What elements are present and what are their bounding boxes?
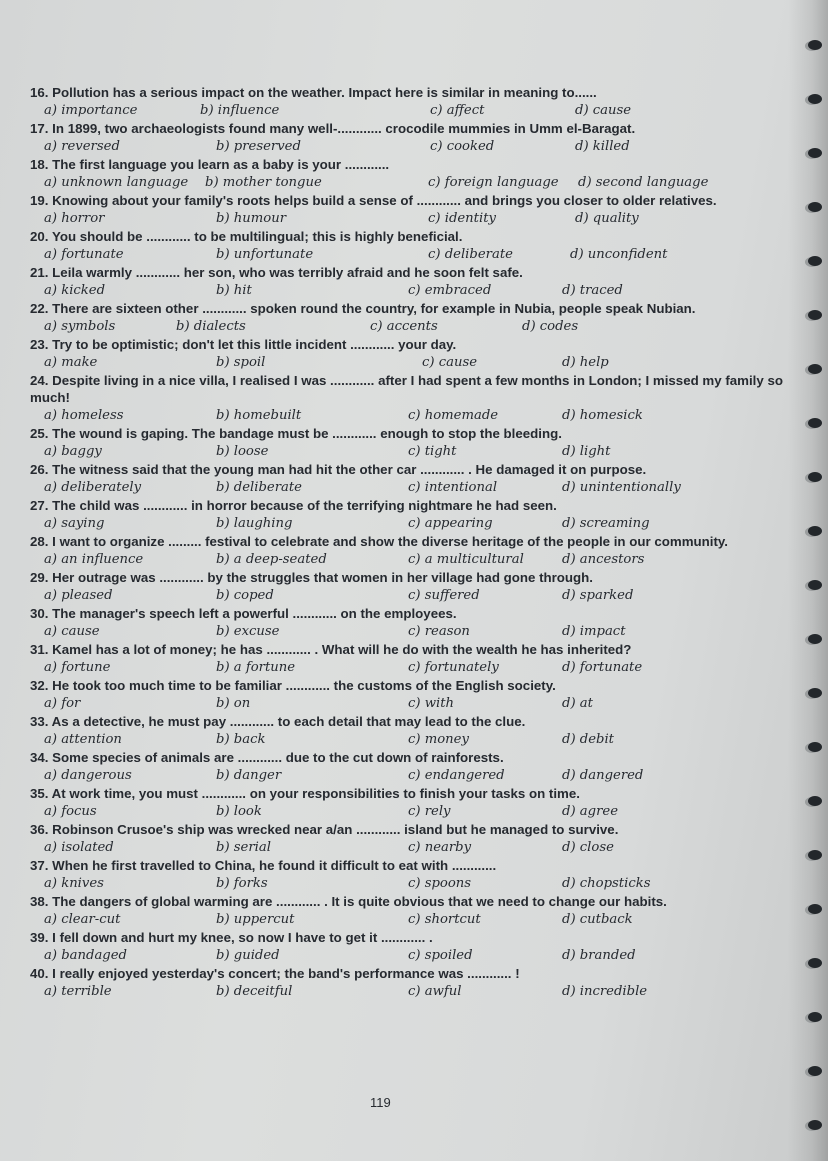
option-b: b) homebuilt	[216, 408, 302, 423]
option-a: a) symbols	[44, 319, 116, 334]
option-b: b) laughing	[216, 516, 293, 531]
question-stem: 35. At work time, you must ............ on your responsibilities to finish your tasks on time.	[30, 786, 580, 801]
option-d: d) screaming	[562, 516, 650, 531]
option-b: b) back	[216, 732, 266, 747]
question-stem: 18. The first language you learn as a baby is your ............	[30, 157, 390, 172]
binding-hole	[808, 796, 822, 806]
answer-options	[30, 946, 800, 965]
question-20	[30, 228, 800, 264]
question-stem: 27. The child was ............ in horror because of the terrifying nightmare he had seen.	[30, 498, 557, 513]
option-b: b) dialects	[176, 319, 246, 334]
option-c: c) fortunately	[408, 660, 499, 675]
question-18	[30, 156, 800, 192]
question-stem: 23. Try to be optimistic; don't let this little incident ............ your day.	[30, 337, 457, 352]
option-d: d) debit	[562, 732, 614, 747]
question-stem: 21. Leila warmly ............ her son, who was terribly afraid and he soon felt safe.	[30, 265, 523, 280]
option-a: a) dangerous	[44, 768, 132, 783]
answer-options	[30, 874, 800, 893]
option-c: c) a multicultural	[408, 552, 524, 567]
option-a: a) fortune	[44, 660, 111, 675]
answer-options	[30, 101, 800, 120]
option-c: c) affect	[430, 103, 485, 118]
question-37	[30, 857, 800, 893]
option-a: a) isolated	[44, 840, 114, 855]
option-c: c) nearby	[408, 840, 472, 855]
binding-hole	[808, 904, 822, 914]
binding-hole	[808, 580, 822, 590]
option-a: a) unknown language	[44, 175, 189, 190]
option-a: a) an influence	[44, 552, 144, 567]
binding-hole	[808, 850, 822, 860]
option-b: b) loose	[216, 444, 269, 459]
question-33	[30, 713, 800, 749]
answer-options	[30, 694, 800, 713]
answer-options	[30, 173, 800, 192]
question-22	[30, 300, 800, 336]
option-b: b) danger	[216, 768, 282, 783]
answer-options	[30, 245, 800, 264]
option-d: d) branded	[562, 948, 636, 963]
option-c: c) endangered	[408, 768, 505, 783]
binding-hole	[808, 958, 822, 968]
option-a: a) kicked	[44, 283, 106, 298]
binding-hole	[808, 256, 822, 266]
binding-hole	[808, 742, 822, 752]
option-b: b) guided	[216, 948, 280, 963]
question-stem: 25. The wound is gaping. The bandage must be ............ enough to stop the bleeding.	[30, 426, 562, 441]
binding-hole	[808, 1120, 822, 1130]
option-c: c) identity	[428, 211, 496, 226]
question-stem: 40. I really enjoyed yesterday's concert; the band's performance was ............ !	[30, 966, 520, 981]
option-c: c) accents	[370, 319, 438, 334]
option-a: a) saying	[44, 516, 105, 531]
question-stem: 34. Some species of animals are ............ due to the cut down of rainforests.	[30, 750, 504, 765]
question-stem: 16. Pollution has a serious impact on the weather. Impact here is similar in meaning to......	[30, 85, 597, 100]
option-d: d) cutback	[562, 912, 633, 927]
option-c: c) reason	[408, 624, 470, 639]
question-29	[30, 569, 800, 605]
binding-hole	[808, 634, 822, 644]
option-a: a) deliberately	[44, 480, 142, 495]
option-d: d) at	[562, 696, 593, 711]
option-b: b) deceitful	[216, 984, 293, 999]
question-24	[30, 372, 800, 425]
answer-options	[30, 550, 800, 569]
option-c: c) cause	[422, 355, 478, 370]
option-a: a) homeless	[44, 408, 124, 423]
option-d: d) killed	[575, 139, 630, 154]
option-c: c) with	[408, 696, 455, 711]
option-c: c) spoiled	[408, 948, 473, 963]
binding-hole	[808, 94, 822, 104]
option-c: c) money	[408, 732, 469, 747]
question-stem: 29. Her outrage was ............ by the struggles that women in her village had gone through.	[30, 570, 593, 585]
option-a: a) bandaged	[44, 948, 127, 963]
question-17	[30, 120, 800, 156]
option-c: c) rely	[408, 804, 451, 819]
option-a: a) importance	[44, 103, 138, 118]
option-c: c) embraced	[408, 283, 492, 298]
question-stem: 20. You should be ............ to be multilingual; this is highly beneficial.	[30, 229, 463, 244]
option-b: b) coped	[216, 588, 274, 603]
option-a: a) focus	[44, 804, 97, 819]
option-d: d) second language	[578, 175, 709, 190]
answer-options	[30, 730, 800, 749]
question-stem: 39. I fell down and hurt my knee, so now I have to get it ............ .	[30, 930, 433, 945]
spiral-binding	[788, 0, 828, 1161]
question-28	[30, 533, 800, 569]
answer-options	[30, 838, 800, 857]
option-a: a) baggy	[44, 444, 102, 459]
option-d: d) dangered	[562, 768, 644, 783]
option-a: a) clear-cut	[44, 912, 121, 927]
question-34	[30, 749, 800, 785]
binding-hole	[808, 418, 822, 428]
question-21	[30, 264, 800, 300]
question-stem: 17. In 1899, two archaeologists found many well-............ crocodile mummies in Umm el-Baragat.	[30, 121, 636, 136]
binding-hole	[808, 1012, 822, 1022]
answer-options	[30, 982, 800, 1001]
option-b: b) forks	[216, 876, 268, 891]
answer-options	[30, 281, 800, 300]
question-list	[30, 84, 800, 1001]
option-b: b) uppercut	[216, 912, 295, 927]
option-c: c) tight	[408, 444, 457, 459]
question-stem: 22. There are sixteen other ............ spoken round the country, for example in Nubia, people speak Nubian.	[30, 301, 696, 316]
option-c: c) cooked	[430, 139, 495, 154]
option-b: b) deliberate	[216, 480, 302, 495]
option-a: a) fortunate	[44, 247, 124, 262]
option-b: b) humour	[216, 211, 287, 226]
answer-options	[30, 317, 800, 336]
answer-options	[30, 586, 800, 605]
option-c: c) spoons	[408, 876, 472, 891]
answer-options	[30, 353, 800, 372]
question-32	[30, 677, 800, 713]
option-d: d) ancestors	[562, 552, 645, 567]
option-b: b) preserved	[216, 139, 301, 154]
question-stem: 28. I want to organize ......... festival to celebrate and show the diverse heritage of the people in our community.	[30, 534, 728, 549]
option-d: d) quality	[575, 211, 639, 226]
question-30	[30, 605, 800, 641]
question-35	[30, 785, 800, 821]
question-40	[30, 965, 800, 1001]
question-stem: 19. Knowing about your family's roots helps build a sense of ............ and brings you closer to older relatives.	[30, 193, 717, 208]
binding-hole	[808, 1066, 822, 1076]
binding-hole	[808, 148, 822, 158]
option-a: a) attention	[44, 732, 122, 747]
option-a: a) for	[44, 696, 81, 711]
option-a: a) make	[44, 355, 98, 370]
option-d: d) traced	[562, 283, 623, 298]
answer-options	[30, 137, 800, 156]
option-a: a) terrible	[44, 984, 112, 999]
answer-options	[30, 910, 800, 929]
option-d: d) chopsticks	[562, 876, 651, 891]
option-b: b) a fortune	[216, 660, 296, 675]
question-39	[30, 929, 800, 965]
answer-options	[30, 478, 800, 497]
option-b: b) hit	[216, 283, 252, 298]
question-stem: 32. He took too much time to be familiar ............ the customs of the English society.	[30, 678, 556, 693]
option-b: b) on	[216, 696, 251, 711]
option-d: d) unintentionally	[562, 480, 681, 495]
option-a: a) reversed	[44, 139, 120, 154]
option-b: b) influence	[200, 103, 280, 118]
option-c: c) deliberate	[428, 247, 513, 262]
question-23	[30, 336, 800, 372]
binding-hole	[808, 310, 822, 320]
binding-hole	[808, 364, 822, 374]
option-d: d) cause	[575, 103, 632, 118]
question-stem: 38. The dangers of global warming are ............ . It is quite obvious that we need to change our habits.	[30, 894, 667, 909]
option-c: c) suffered	[408, 588, 480, 603]
answer-options	[30, 209, 800, 228]
option-d: d) fortunate	[562, 660, 643, 675]
option-d: d) unconfident	[570, 247, 668, 262]
binding-hole	[808, 688, 822, 698]
option-d: d) sparked	[562, 588, 634, 603]
question-31	[30, 641, 800, 677]
option-a: a) horror	[44, 211, 105, 226]
option-b: b) serial	[216, 840, 271, 855]
option-a: a) knives	[44, 876, 104, 891]
option-c: c) shortcut	[408, 912, 481, 927]
question-stem: 24. Despite living in a nice villa, I realised I was ............ after I had spent a few months in London; I missed my family so much!	[30, 373, 783, 405]
question-stem: 31. Kamel has a lot of money; he has ............ . What will he do with the wealth he has inherited?	[30, 642, 632, 657]
option-d: d) codes	[522, 319, 579, 334]
answer-options	[30, 442, 800, 461]
option-a: a) pleased	[44, 588, 113, 603]
question-stem: 36. Robinson Crusoe's ship was wrecked near a/an ............ island but he managed to survive.	[30, 822, 619, 837]
option-d: d) impact	[562, 624, 626, 639]
option-b: b) a deep-seated	[216, 552, 327, 567]
option-b: b) excuse	[216, 624, 280, 639]
option-c: c) homemade	[408, 408, 499, 423]
answer-options	[30, 766, 800, 785]
option-c: c) appearing	[408, 516, 493, 531]
question-26	[30, 461, 800, 497]
question-36	[30, 821, 800, 857]
answer-options	[30, 406, 800, 425]
option-d: d) agree	[562, 804, 618, 819]
question-27	[30, 497, 800, 533]
option-d: d) close	[562, 840, 614, 855]
question-19	[30, 192, 800, 228]
page-number: 119	[370, 1095, 391, 1110]
option-d: d) light	[562, 444, 611, 459]
binding-hole	[808, 202, 822, 212]
binding-hole	[808, 472, 822, 482]
option-c: c) intentional	[408, 480, 498, 495]
binding-hole	[808, 526, 822, 536]
question-stem: 33. As a detective, he must pay ............ to each detail that may lead to the clue.	[30, 714, 526, 729]
option-a: a) cause	[44, 624, 100, 639]
answer-options	[30, 514, 800, 533]
option-d: d) incredible	[562, 984, 648, 999]
option-d: d) homesick	[562, 408, 643, 423]
answer-options	[30, 622, 800, 641]
option-b: b) unfortunate	[216, 247, 314, 262]
answer-options	[30, 658, 800, 677]
option-c: c) awful	[408, 984, 462, 999]
binding-hole	[808, 40, 822, 50]
question-stem: 26. The witness said that the young man had hit the other car ............ . He damaged it on purpose.	[30, 462, 647, 477]
answer-options	[30, 802, 800, 821]
option-b: b) spoil	[216, 355, 266, 370]
option-c: c) foreign language	[428, 175, 559, 190]
question-16	[30, 84, 800, 120]
question-stem: 30. The manager's speech left a powerful ............ on the employees.	[30, 606, 457, 621]
question-38	[30, 893, 800, 929]
option-d: d) help	[562, 355, 609, 370]
question-25	[30, 425, 800, 461]
question-stem: 37. When he first travelled to China, he found it difficult to eat with ............	[30, 858, 497, 873]
option-b: b) look	[216, 804, 262, 819]
option-b: b) mother tongue	[205, 175, 322, 190]
